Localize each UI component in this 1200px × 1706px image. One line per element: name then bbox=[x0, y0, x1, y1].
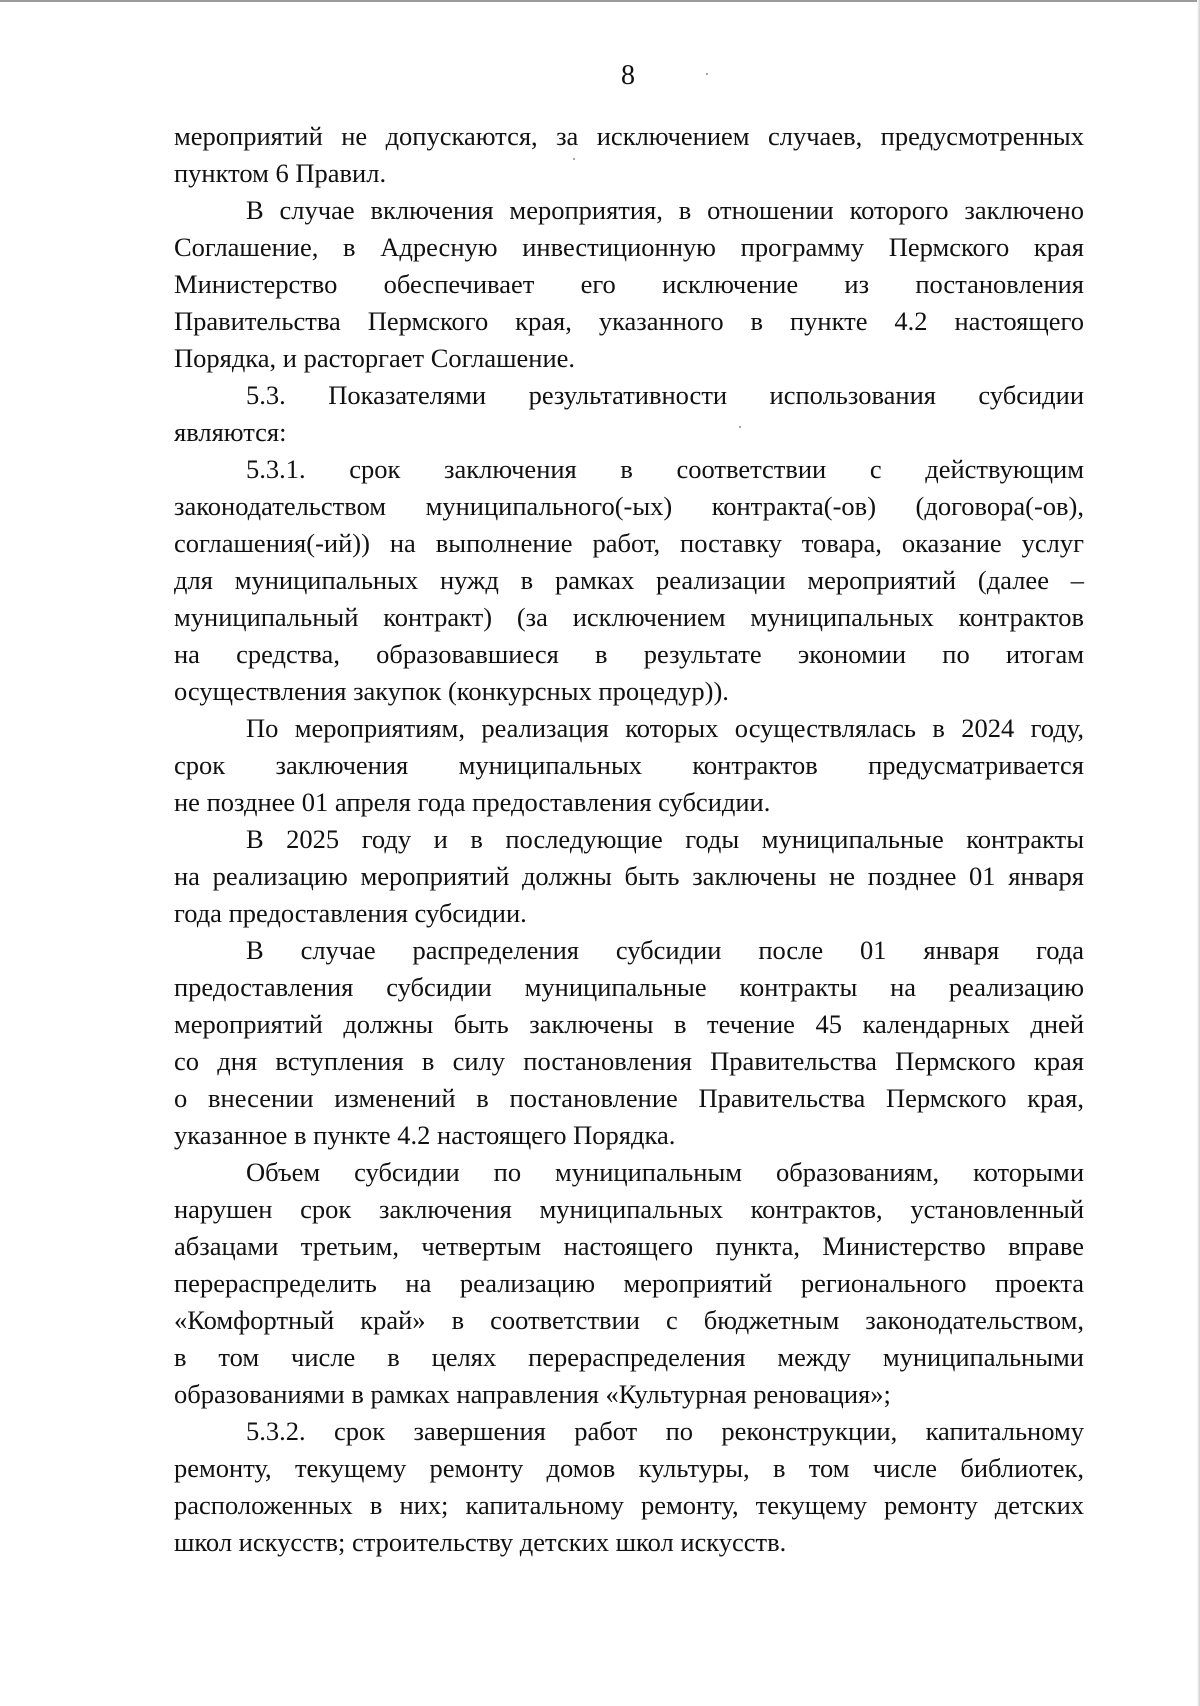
text-line: законодательством муниципального(-ых) контракта(-ов) (договора(-ов), bbox=[174, 491, 1084, 521]
text-line: являются: bbox=[174, 417, 287, 447]
text-line: о внесении изменений в постановление Правительства Пермского края, bbox=[174, 1083, 1084, 1113]
text-line: со дня вступления в силу постановления Правительства Пермского края bbox=[174, 1046, 1084, 1076]
text-line: Правительства Пермского края, указанного в пункте 4.2 настоящего bbox=[174, 306, 1084, 336]
text-line: образованиями в рамках направления «Культурная реновация»; bbox=[174, 1379, 891, 1409]
text-line: абзацами третьим, четвертым настоящего пункта, Министерство вправе bbox=[174, 1231, 1084, 1261]
text-line: Объем субсидии по муниципальным образованиям, которыми bbox=[246, 1157, 1084, 1187]
text-line: нарушен срок заключения муниципальных контрактов, установленный bbox=[174, 1194, 1084, 1224]
text-line: Министерство обеспечивает его исключение из постановления bbox=[174, 269, 1084, 299]
text-line: мероприятий не допускаются, за исключением случаев, предусмотренных bbox=[174, 121, 1084, 151]
text-line: пунктом 6 Правил. bbox=[174, 158, 387, 188]
text-line: школ искусств; строительству детских школ искусств. bbox=[174, 1527, 787, 1557]
text-line: В случае включения мероприятия, в отношении которого заключено bbox=[246, 195, 1084, 225]
scan-speck bbox=[739, 426, 741, 428]
text-line: для муниципальных нужд в рамках реализации мероприятий (далее – bbox=[174, 565, 1084, 595]
scan-speck bbox=[706, 73, 708, 75]
document-body bbox=[174, 118, 1084, 1561]
text-line: на реализацию мероприятий должны быть заключены не позднее 01 января bbox=[174, 861, 1084, 891]
text-line: перераспределить на реализацию мероприятий регионального проекта bbox=[174, 1268, 1084, 1298]
text-line: 5.3.1. срок заключения в соответствии с действующим bbox=[246, 454, 1084, 484]
text-line: не позднее 01 апреля года предоставления субсидии. bbox=[174, 787, 771, 817]
text-line: 5.3. Показателями результативности использования субсидии bbox=[246, 380, 1084, 410]
text-line: расположенных в них; капитальному ремонту, текущему ремонту детских bbox=[174, 1490, 1084, 1520]
text-line: муниципальный контракт) (за исключением муниципальных контрактов bbox=[174, 602, 1084, 632]
text-line: В случае распределения субсидии после 01 января года bbox=[246, 935, 1084, 965]
text-line: мероприятий должны быть заключены в течение 45 календарных дней bbox=[174, 1009, 1084, 1039]
text-line: ремонту, текущему ремонту домов культуры, в том числе библиотек, bbox=[174, 1453, 1084, 1483]
text-line: года предоставления субсидии. bbox=[174, 898, 527, 928]
text-line: Соглашение, в Адресную инвестиционную программу Пермского края bbox=[174, 232, 1084, 262]
scan-speck bbox=[573, 158, 575, 160]
text-line: в том числе в целях перераспределения между муниципальными bbox=[174, 1342, 1084, 1372]
text-line: указанное в пункте 4.2 настоящего Порядка. bbox=[174, 1120, 676, 1150]
text-line: предоставления субсидии муниципальные контракты на реализацию bbox=[174, 972, 1084, 1002]
text-line: осуществления закупок (конкурсных процедур)). bbox=[174, 676, 729, 706]
page-number: 8 bbox=[621, 60, 635, 91]
text-line: Порядка, и расторгает Соглашение. bbox=[174, 343, 576, 373]
text-line: По мероприятиям, реализация которых осуществлялась в 2024 году, bbox=[246, 713, 1084, 743]
text-line: соглашения(-ий)) на выполнение работ, поставку товара, оказание услуг bbox=[174, 528, 1084, 558]
text-line: В 2025 году и в последующие годы муниципальные контракты bbox=[246, 824, 1084, 854]
text-line: срок заключения муниципальных контрактов предусматривается bbox=[174, 750, 1084, 780]
text-line: на средства, образовавшиеся в результате экономии по итогам bbox=[174, 639, 1084, 669]
scan-edge-top bbox=[0, 0, 1200, 2]
text-line: 5.3.2. срок завершения работ по реконструкции, капитальному bbox=[246, 1416, 1084, 1446]
text-line: «Комфортный край» в соответствии с бюджетным законодательством, bbox=[174, 1305, 1084, 1335]
